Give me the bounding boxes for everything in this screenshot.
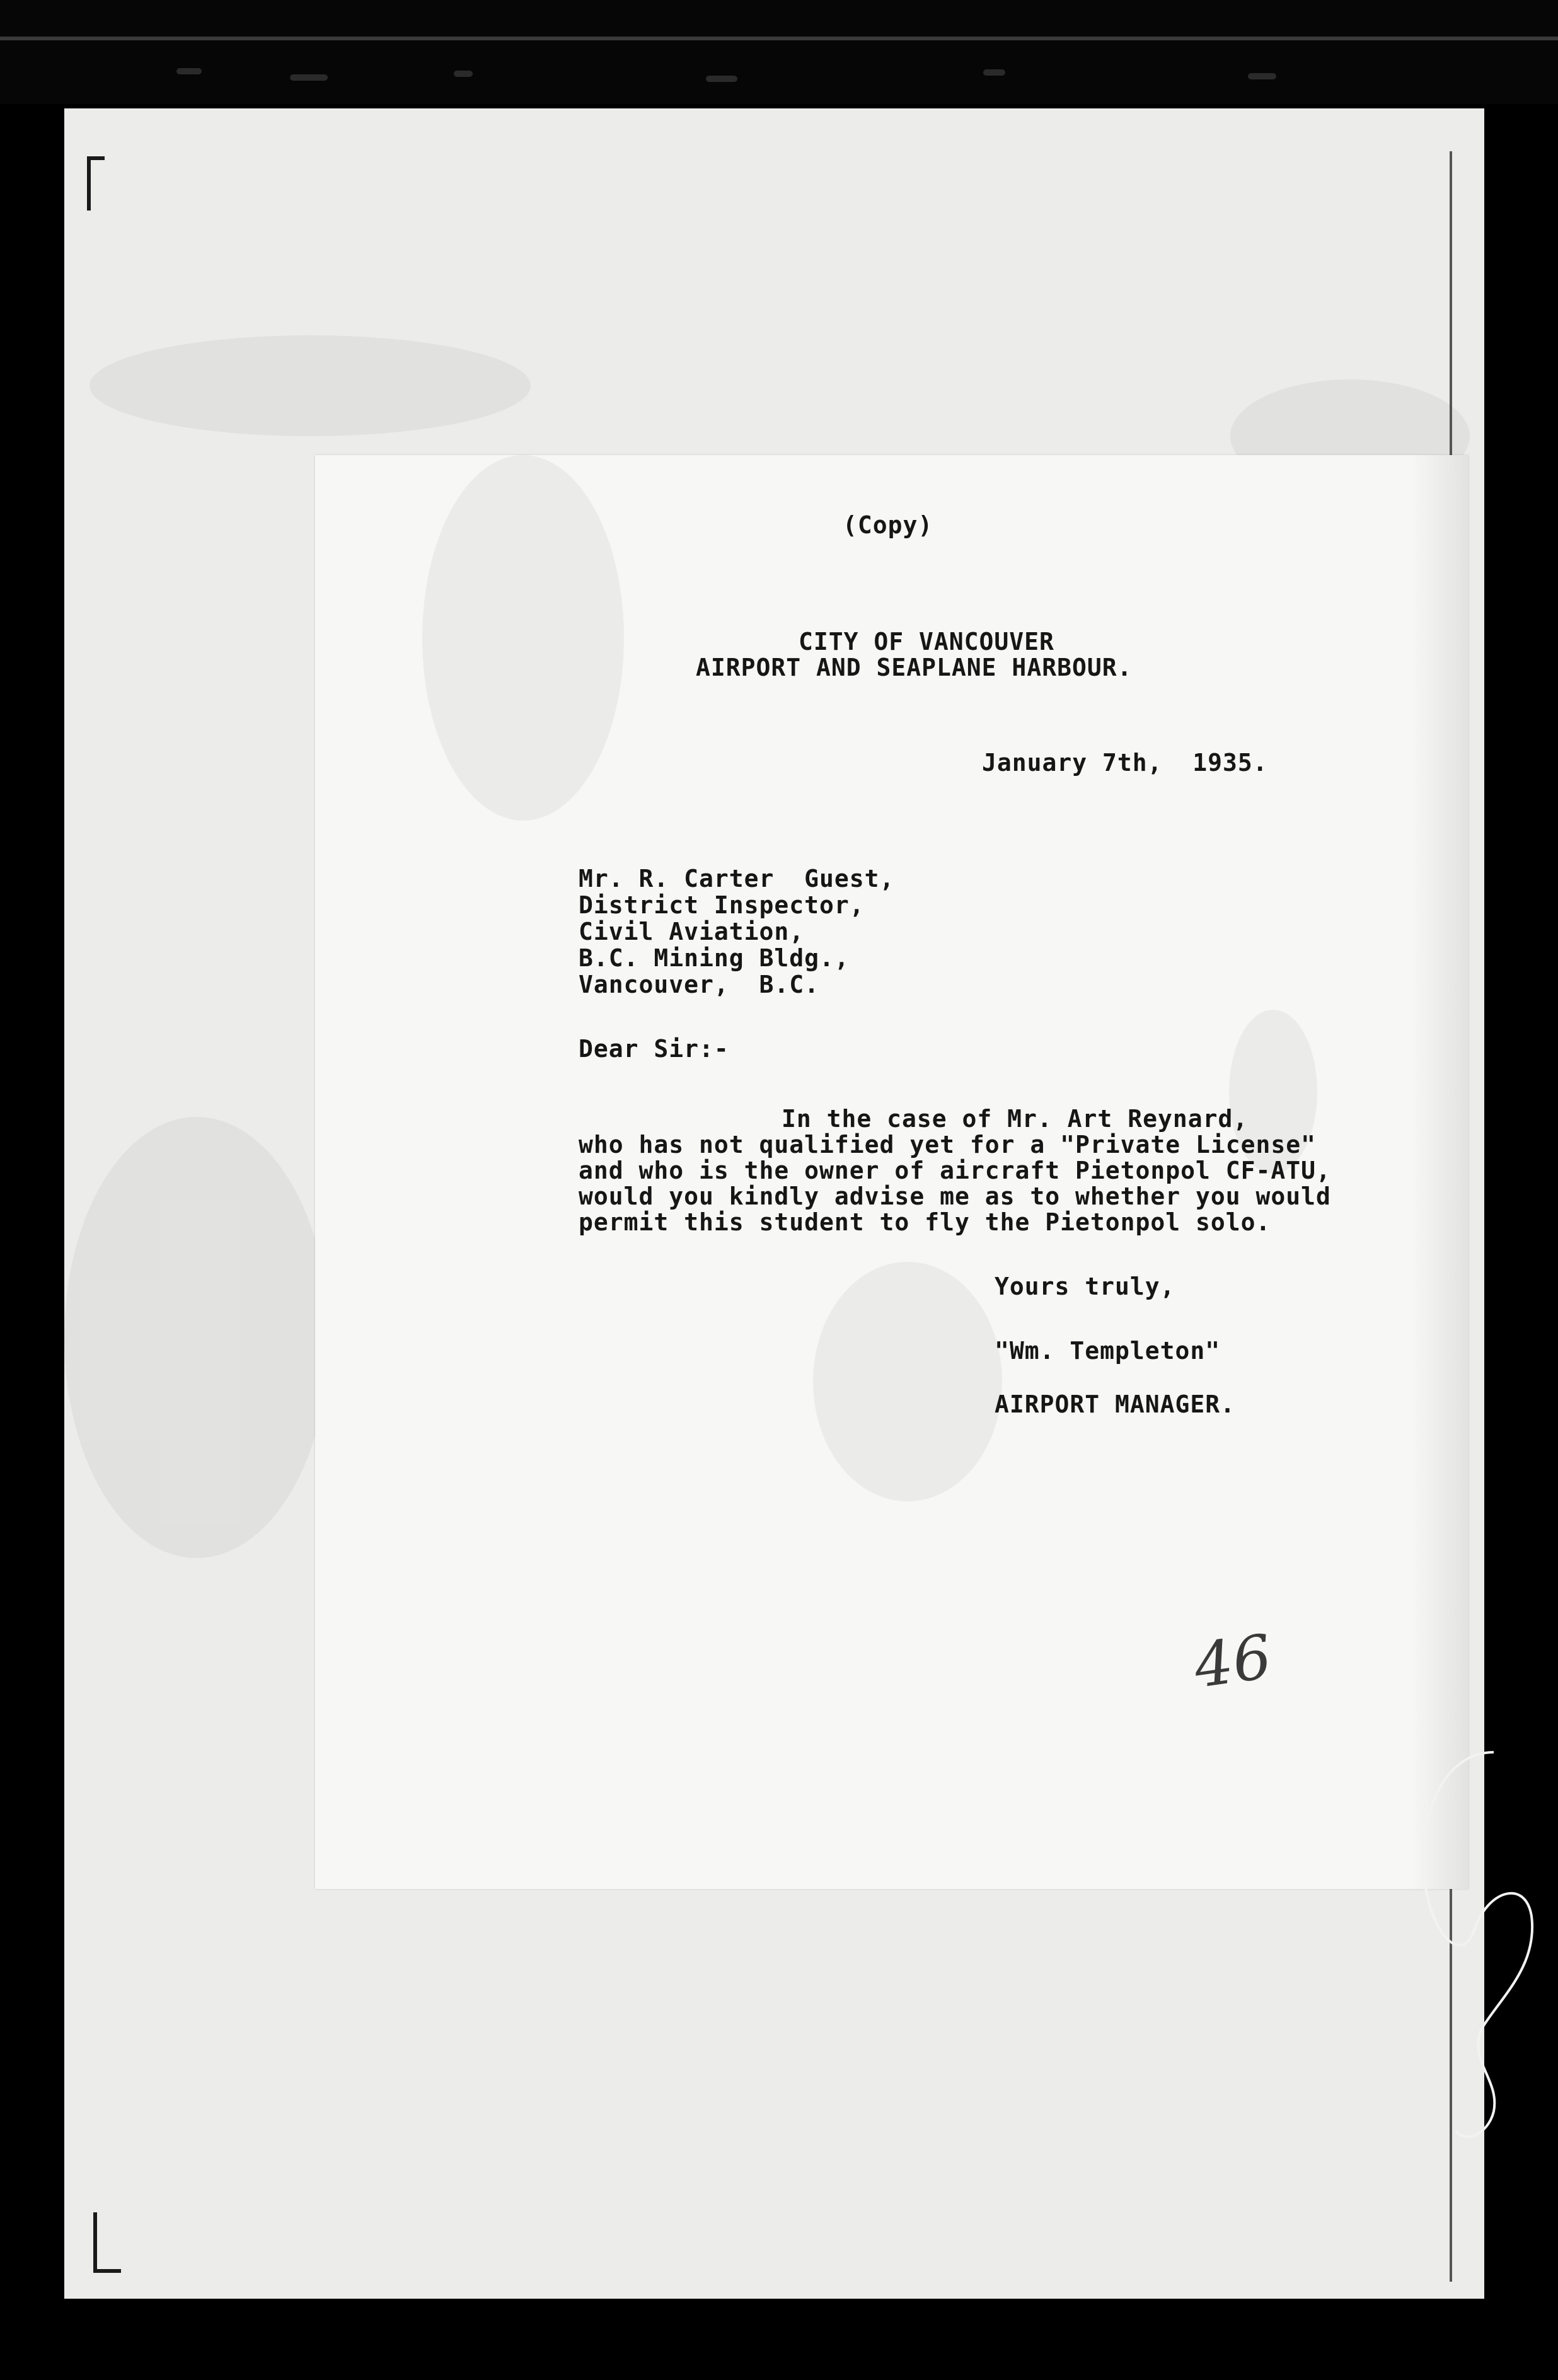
body-line-1: In the case of Mr. Art Reynard, (782, 1105, 1249, 1133)
addressee-line-5: Vancouver, B.C. (579, 971, 820, 998)
film-edge-line (0, 37, 1558, 40)
letterhead-line-2: AIRPORT AND SEAPLANE HARBOUR. (696, 654, 1133, 681)
crop-mark-top-left (87, 156, 105, 211)
letter-date: January 7th, 1935. (982, 749, 1268, 777)
stain (422, 455, 624, 821)
film-speck (290, 74, 328, 81)
string-tie (1405, 1727, 1544, 2168)
addressee-line-3: Civil Aviation, (579, 918, 805, 945)
signer-title: AIRPORT MANAGER. (995, 1390, 1236, 1418)
smudge (89, 335, 531, 436)
copy-label: (Copy) (843, 511, 933, 539)
salutation: Dear Sir:- (579, 1035, 729, 1063)
addressee-line-1: Mr. R. Carter Guest, (579, 865, 895, 893)
letterhead-line-1: CITY OF VANCOUVER (799, 628, 1054, 656)
film-top-strip (0, 0, 1558, 104)
smudge (64, 1117, 329, 1558)
body-line-2: who has not qualified yet for a "Private License" (579, 1131, 1317, 1158)
crop-mark-bottom-left (93, 2212, 121, 2273)
film-speck (454, 71, 473, 77)
string-path (1423, 1752, 1532, 2137)
addressee-line-4: B.C. Mining Bldg., (579, 944, 850, 972)
film-speck (983, 69, 1005, 76)
page-fold-shadow (1412, 455, 1469, 1889)
closing: Yours truly, (995, 1273, 1175, 1300)
film-speck (176, 68, 202, 74)
body-line-3: and who is the owner of aircraft Pietonpol CF-ATU, (579, 1157, 1331, 1184)
body-line-4: would you kindly advise me as to whether you would (579, 1182, 1331, 1210)
signature: "Wm. Templeton" (995, 1337, 1221, 1365)
film-speck (1248, 73, 1276, 79)
film-speck (706, 76, 737, 82)
addressee-line-2: District Inspector, (579, 891, 865, 919)
handwritten-page-number: 46 (1189, 1621, 1276, 1702)
body-line-5: permit this student to fly the Pietonpol solo. (579, 1208, 1271, 1236)
stain (813, 1262, 1002, 1501)
